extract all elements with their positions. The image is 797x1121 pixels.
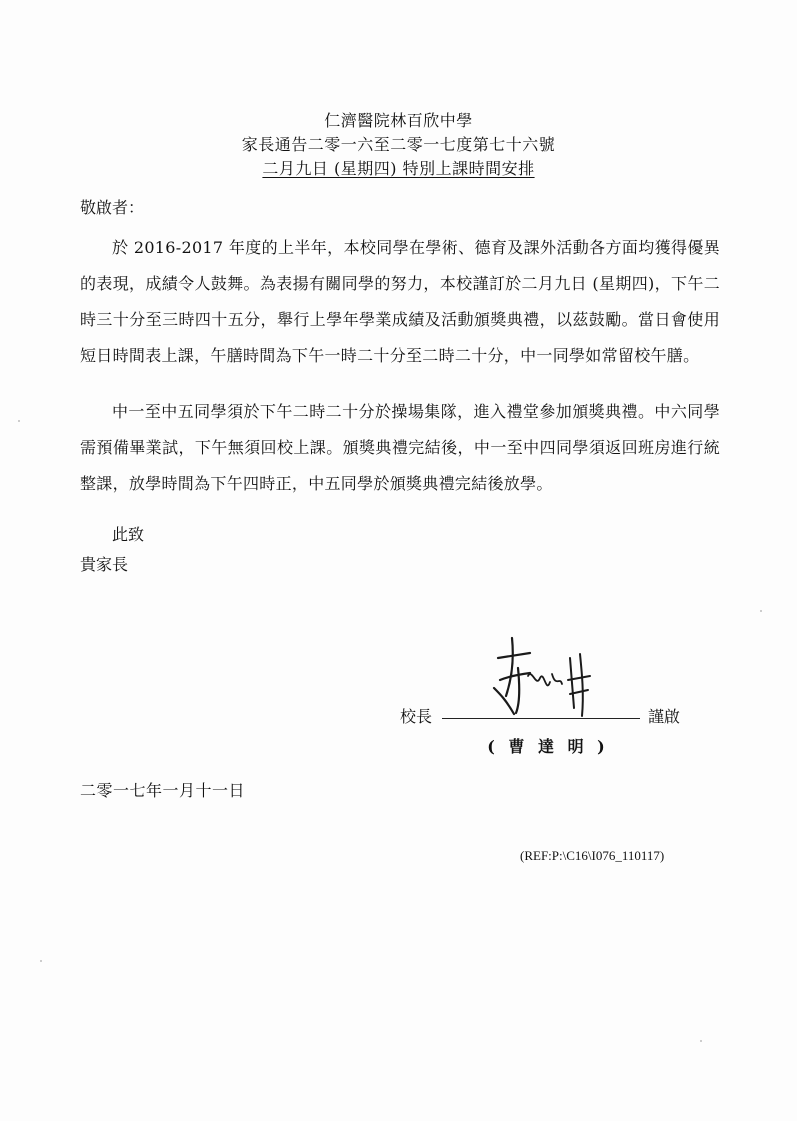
reference-code: (REF:P:\C16\I076_110117) [520,848,665,863]
closing-line-1: 此致 [112,525,145,544]
scan-speck [40,960,42,962]
signature-suffix: 謹啟 [648,707,681,726]
scan-speck [700,1040,702,1042]
principal-name: ( 曹 達 明 ) [487,737,609,756]
school-name: 仁濟醫院林百欣中學 [324,111,473,130]
paragraph-1: 於 2016-2017 年度的上半年，本校同學在學術、德育及課外活動各方面均獲得優異的表現，成績令人鼓舞。為表揚有關同學的努力，本校謹訂於二月九日 (星期四)，下午二時三十分至三時四十五分，舉行上學年學業成績及活動頒獎典禮，以茲鼓勵。當日會使用短日時間表上課，午膳時間為下午一時二十分至二時二十分，中一同學如常留校午膳。 [80,238,720,365]
paragraph-2: 中一至中五同學須於下午二時二十分於操場集隊，進入禮堂參加頒獎典禮。中六同學需預備畢業試，下午無須回校上課。頒獎典禮完結後，中一至中四同學須返回班房進行統整課，放學時間為下午四時正，中五同學於頒獎典禮完結後放學。 [80,402,720,493]
letter-date: 二零一七年一月十一日 [80,781,246,800]
signature-label: 校長 [400,707,433,726]
notice-number: 家長通告二零一六至二零一七度第七十六號 [241,135,556,154]
salutation: 敬啟者： [80,198,145,217]
scan-speck [760,610,762,612]
notice-subject-text: 二月九日 (星期四) 特別上課時間安排 [262,159,535,178]
signature-line [442,718,640,719]
principal-signature [470,618,610,728]
closing-line-2: 貴家長 [80,555,129,574]
notice-subject [0,158,797,180]
scan-speck [18,420,20,422]
